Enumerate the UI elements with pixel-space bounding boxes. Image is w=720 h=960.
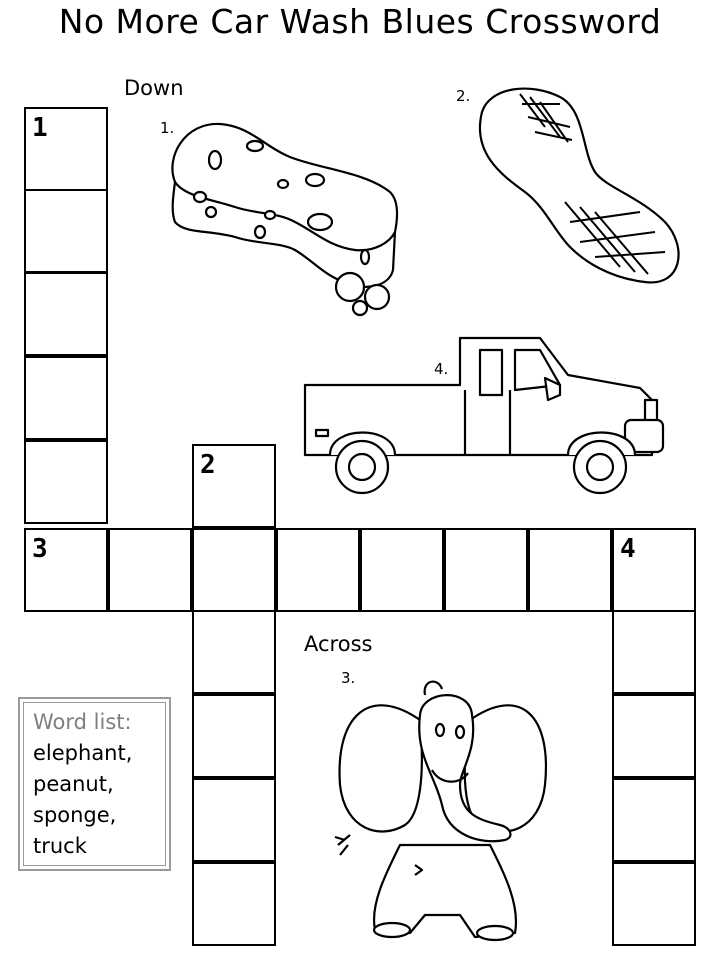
grid-cell-3-across-4[interactable]	[276, 528, 360, 612]
grid-cell-1-down-5[interactable]	[24, 440, 108, 524]
grid-cell-4-down-4[interactable]	[612, 778, 696, 862]
grid-cell-2-down-1[interactable]	[192, 444, 276, 528]
grid-cell-1-down-2[interactable]	[24, 189, 108, 273]
word-list-item: sponge,	[33, 803, 117, 827]
page-title: No More Car Wash Blues Crossword	[58, 2, 662, 41]
grid-cell-4-down-3[interactable]	[612, 694, 696, 778]
grid-cell-1-down-3[interactable]	[24, 272, 108, 356]
sponge-icon	[165, 112, 405, 322]
across-heading: Across	[304, 632, 373, 656]
word-list-inner	[23, 702, 166, 866]
grid-cell-4-down-5[interactable]	[612, 862, 696, 946]
grid-cell-3-across-5[interactable]	[360, 528, 444, 612]
word-list-item: peanut,	[33, 772, 114, 796]
clue-number: 3	[32, 534, 48, 564]
word-list-item: truck	[33, 834, 87, 858]
grid-cell-3-across-3[interactable]	[192, 528, 276, 612]
peanut-icon	[470, 82, 690, 292]
clue-number: 4	[620, 534, 636, 564]
grid-cell-3-across-6[interactable]	[444, 528, 528, 612]
clue-down-4-label: 4.	[434, 360, 449, 378]
elephant-icon	[330, 675, 555, 950]
grid-cell-1-down-1[interactable]	[24, 107, 108, 191]
truck-icon	[300, 330, 670, 510]
word-list-title: Word list:	[33, 710, 132, 734]
down-heading: Down	[124, 76, 184, 100]
clue-down-1-label: 1.	[160, 119, 175, 137]
grid-cell-3-across-7[interactable]	[528, 528, 612, 612]
word-list-box	[18, 697, 171, 871]
clue-number: 2	[200, 450, 216, 480]
grid-cell-3-across-1[interactable]	[24, 528, 108, 612]
grid-cell-3-across-2[interactable]	[108, 528, 192, 612]
word-list-item: elephant,	[33, 741, 133, 765]
grid-cell-2-down-6[interactable]	[192, 862, 276, 946]
grid-cell-4-down-2[interactable]	[612, 610, 696, 694]
grid-cell-2-down-5[interactable]	[192, 778, 276, 862]
grid-cell-1-down-4[interactable]	[24, 356, 108, 440]
grid-cell-3-across-8[interactable]	[612, 528, 696, 612]
grid-cell-2-down-4[interactable]	[192, 694, 276, 778]
clue-number: 1	[32, 113, 48, 143]
clue-across-3-label: 3.	[341, 669, 356, 687]
grid-cell-2-down-3[interactable]	[192, 610, 276, 694]
clue-down-2-label: 2.	[456, 87, 471, 105]
